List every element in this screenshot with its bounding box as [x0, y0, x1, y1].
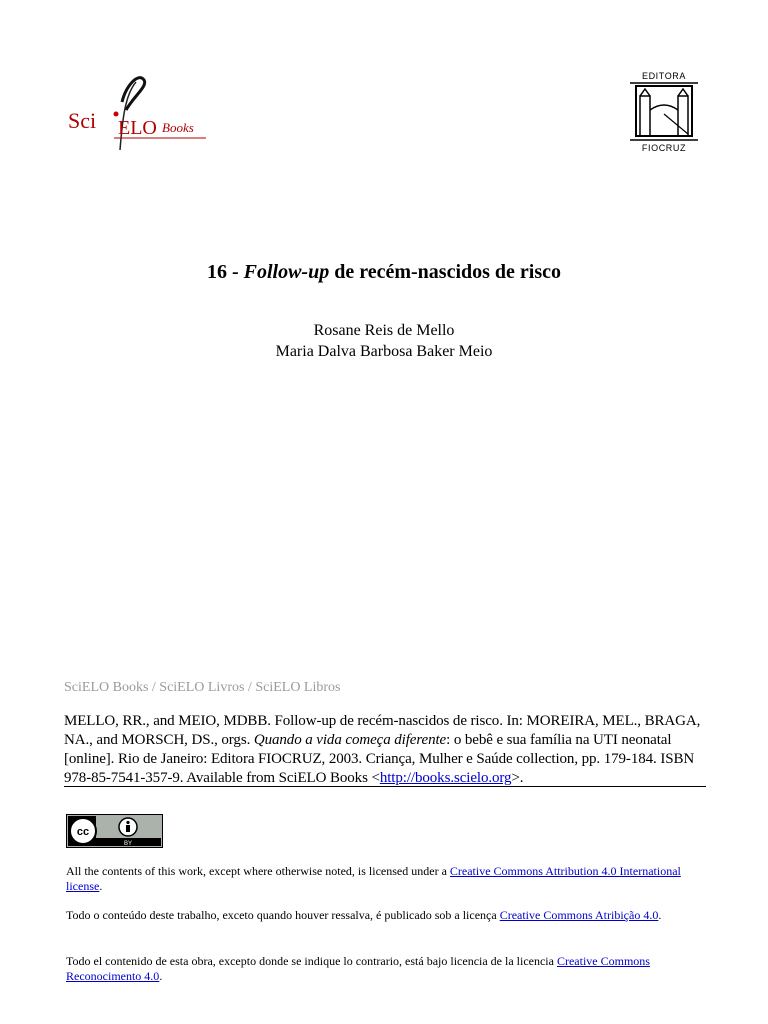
license-portuguese-text: Todo o conteúdo deste trabalho, exceto quando houver ressalva, é publicado sob a licença — [66, 908, 500, 922]
citation-text-3: >. — [511, 770, 524, 786]
license-portuguese — [66, 908, 716, 923]
license-portuguese-link[interactable]: Creative Commons Atribição 4.0 — [499, 908, 659, 922]
svg-text:cc: cc — [76, 826, 90, 838]
license-portuguese-end: . — [658, 908, 662, 922]
author-1: Rosane Reis de Mello — [313, 322, 455, 339]
license-spanish — [66, 954, 716, 984]
citation-book-title: Quando a vida começa diferente — [253, 732, 447, 748]
chapter-title-rest: de recém-nascidos de risco — [329, 261, 562, 283]
authors — [0, 320, 768, 362]
svg-text:ELO: ELO — [118, 117, 157, 139]
citation-text-2: : o bebê e sua família na UTI neonatal [online]. Rio de Janeiro: Editora FIOCRUZ, 2003. Criança, Mulher e Saúde collection, pp. 179-184. ISBN 978-85-7541-357-9. Available from SciELO Books < — [64, 732, 695, 786]
license-spanish-end: . — [159, 969, 163, 983]
editora-fiocruz-logo — [626, 68, 702, 154]
license-english-end: . — [99, 879, 103, 893]
svg-text:BY: BY — [123, 841, 133, 847]
author-2: Maria Dalva Barbosa Baker Meio — [275, 343, 493, 360]
divider — [64, 786, 706, 787]
chapter-title — [0, 261, 768, 284]
scielo-books-link[interactable]: http://books.scielo.org — [379, 770, 512, 786]
scielo-books-logo — [64, 66, 210, 152]
svg-text:Sci: Sci — [68, 108, 97, 133]
license-english-text: All the contents of this work, except where otherwise noted, is licensed under a — [66, 864, 450, 878]
svg-text:FIOCRUZ: FIOCRUZ — [641, 143, 687, 153]
license-english — [66, 864, 716, 894]
collection-line: SciELO Books / SciELO Livros / SciELO Libros — [64, 680, 341, 695]
license-english-link[interactable]: Creative Commons Attribution 4.0 International license — [66, 864, 681, 893]
citation-text-1: MELLO, RR., and MEIO, MDBB. Follow-up de recém-nascidos de risco. In: MOREIRA, MEL., BRAGA, NA., and MORSCH, DS., orgs. — [64, 713, 701, 748]
chapter-number: 16 - — [206, 261, 244, 283]
license-spanish-link[interactable]: Creative Commons Reconocimento 4.0 — [66, 954, 650, 983]
svg-text:EDITORA: EDITORA — [641, 71, 687, 81]
citation — [64, 712, 708, 788]
license-spanish-text: Todo el contenido de esta obra, excepto donde se indique lo contrario, está bajo licencia de la licencia — [66, 954, 557, 968]
cc-by-license-badge[interactable] — [66, 814, 163, 848]
svg-text:Books: Books — [162, 120, 194, 135]
chapter-title-italic: Follow-up — [243, 261, 330, 283]
